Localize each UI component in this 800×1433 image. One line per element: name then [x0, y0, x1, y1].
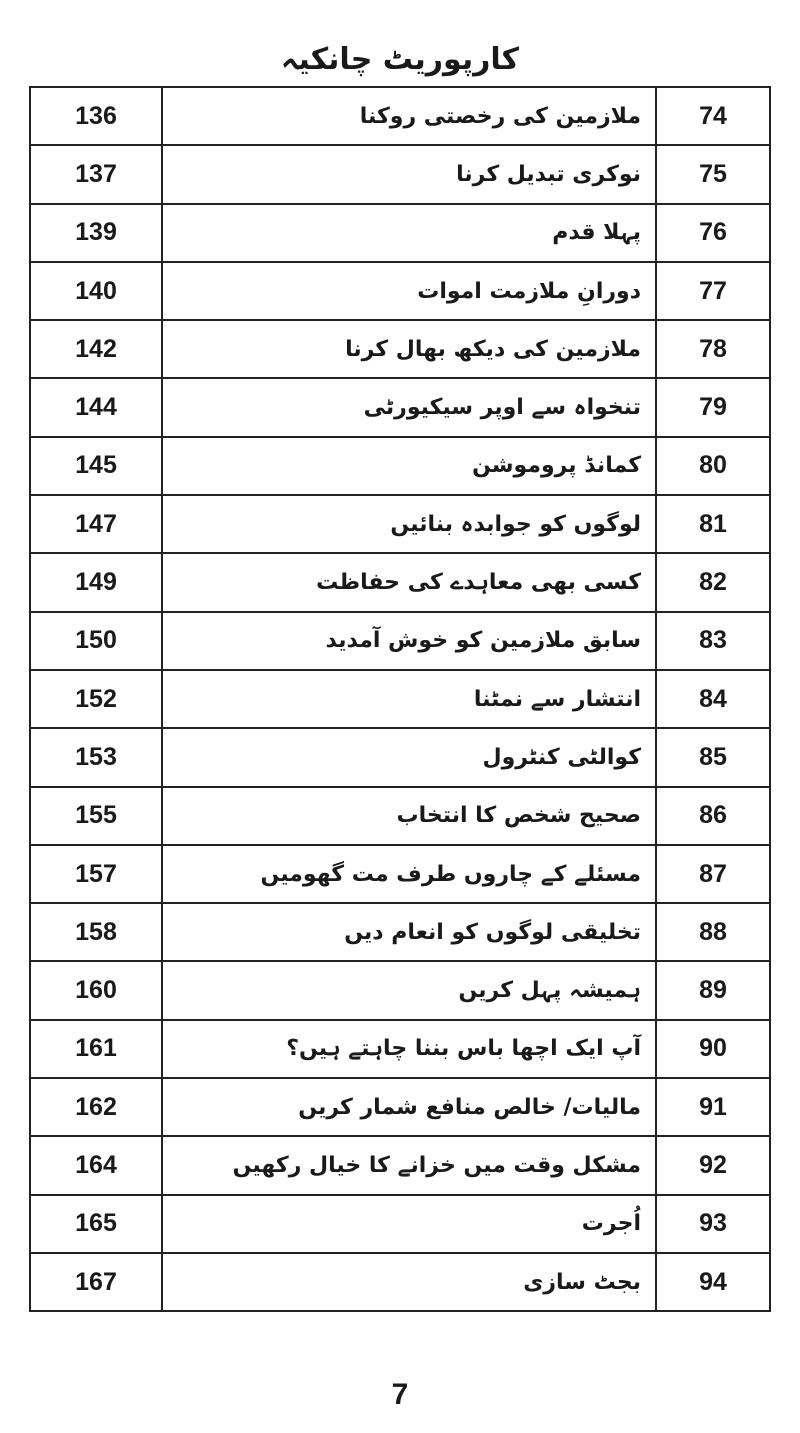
- table-row: [30, 1020, 770, 1078]
- toc-chapter-title: سابق ملازمین کو خوش آمدید: [162, 612, 656, 670]
- toc-page-number: 157: [30, 845, 162, 903]
- table-row: [30, 204, 770, 262]
- toc-chapter-number: 79: [656, 378, 770, 436]
- toc-page-number: 167: [30, 1253, 162, 1311]
- toc-chapter-title: کسی بھی معاہدے کی حفاظت: [162, 553, 656, 611]
- toc-chapter-title: اُجرت: [162, 1195, 656, 1253]
- toc-page-number: 140: [30, 262, 162, 320]
- table-row: [30, 845, 770, 903]
- toc-chapter-number: 81: [656, 495, 770, 553]
- toc-chapter-number: 85: [656, 728, 770, 786]
- table-row: [30, 1136, 770, 1194]
- table-row: [30, 1253, 770, 1311]
- toc-chapter-number: 91: [656, 1078, 770, 1136]
- table-row: [30, 728, 770, 786]
- toc-chapter-title: تنخواہ سے اوپر سیکیورٹی: [162, 378, 656, 436]
- toc-chapter-number: 86: [656, 787, 770, 845]
- table-row: [30, 787, 770, 845]
- table-row: [30, 553, 770, 611]
- toc-body: [30, 87, 770, 1311]
- toc-chapter-number: 80: [656, 437, 770, 495]
- toc-chapter-number: 74: [656, 87, 770, 145]
- table-row: [30, 320, 770, 378]
- toc-page-number: 160: [30, 961, 162, 1019]
- toc-chapter-title: تخلیقی لوگوں کو انعام دیں: [162, 903, 656, 961]
- table-row: [30, 961, 770, 1019]
- toc-chapter-title: لوگوں کو جوابدہ بنائیں: [162, 495, 656, 553]
- toc-chapter-number: 88: [656, 903, 770, 961]
- toc-chapter-number: 76: [656, 204, 770, 262]
- toc-chapter-title: مالیات/ خالص منافع شمار کریں: [162, 1078, 656, 1136]
- toc-page-number: 150: [30, 612, 162, 670]
- toc-chapter-title: صحیح شخص کا انتخاب: [162, 787, 656, 845]
- toc-chapter-title: آپ ایک اچھا باس بننا چاہتے ہیں؟: [162, 1020, 656, 1078]
- table-row: [30, 1078, 770, 1136]
- toc-chapter-title: ملازمین کی دیکھ بھال کرنا: [162, 320, 656, 378]
- table-row: [30, 378, 770, 436]
- toc-chapter-number: 77: [656, 262, 770, 320]
- toc-chapter-number: 75: [656, 145, 770, 203]
- toc-chapter-number: 87: [656, 845, 770, 903]
- toc-page-number: 136: [30, 87, 162, 145]
- toc-page-number: 144: [30, 378, 162, 436]
- toc-page-number: 145: [30, 437, 162, 495]
- toc-page-number: 152: [30, 670, 162, 728]
- toc-chapter-number: 83: [656, 612, 770, 670]
- toc-chapter-title: مشکل وقت میں خزانے کا خیال رکھیں: [162, 1136, 656, 1194]
- table-row: [30, 903, 770, 961]
- toc-chapter-number: 90: [656, 1020, 770, 1078]
- toc-chapter-title: مسئلے کے چاروں طرف مت گھومیں: [162, 845, 656, 903]
- toc-chapter-title: کوالٹی کنٹرول: [162, 728, 656, 786]
- toc-page-number: 155: [30, 787, 162, 845]
- toc-chapter-number: 92: [656, 1136, 770, 1194]
- toc-page-number: 149: [30, 553, 162, 611]
- table-of-contents: [29, 86, 771, 1312]
- table-row: [30, 87, 770, 145]
- toc-chapter-number: 78: [656, 320, 770, 378]
- table-row: [30, 495, 770, 553]
- table-row: [30, 670, 770, 728]
- toc-page-number: 161: [30, 1020, 162, 1078]
- running-header: کارپوریٹ چانکیہ: [280, 42, 520, 77]
- toc-chapter-title: پہلا قدم: [162, 204, 656, 262]
- toc-chapter-title: ملازمین کی رخصتی روکنا: [162, 87, 656, 145]
- toc-page-number: 158: [30, 903, 162, 961]
- toc-page-number: 164: [30, 1136, 162, 1194]
- table-row: [30, 437, 770, 495]
- toc-page-number: 137: [30, 145, 162, 203]
- table-row: [30, 145, 770, 203]
- toc-chapter-title: نوکری تبدیل کرنا: [162, 145, 656, 203]
- toc-chapter-title: ہمیشہ پہل کریں: [162, 961, 656, 1019]
- toc-chapter-title: کمانڈ پروموشن: [162, 437, 656, 495]
- toc-page-number: 153: [30, 728, 162, 786]
- toc-chapter-title: انتشار سے نمٹنا: [162, 670, 656, 728]
- table-row: [30, 612, 770, 670]
- toc-page-number: 142: [30, 320, 162, 378]
- toc-page-number: 147: [30, 495, 162, 553]
- toc-chapter-number: 94: [656, 1253, 770, 1311]
- toc-chapter-number: 82: [656, 553, 770, 611]
- toc-chapter-title: بجٹ سازی: [162, 1253, 656, 1311]
- toc-chapter-number: 89: [656, 961, 770, 1019]
- toc-chapter-number: 93: [656, 1195, 770, 1253]
- table-row: [30, 1195, 770, 1253]
- toc-page-number: 162: [30, 1078, 162, 1136]
- toc-page-number: 139: [30, 204, 162, 262]
- toc-page-number: 165: [30, 1195, 162, 1253]
- page-number: 7: [391, 1378, 409, 1411]
- toc-chapter-number: 84: [656, 670, 770, 728]
- toc-chapter-title: دورانِ ملازمت اموات: [162, 262, 656, 320]
- table-row: [30, 262, 770, 320]
